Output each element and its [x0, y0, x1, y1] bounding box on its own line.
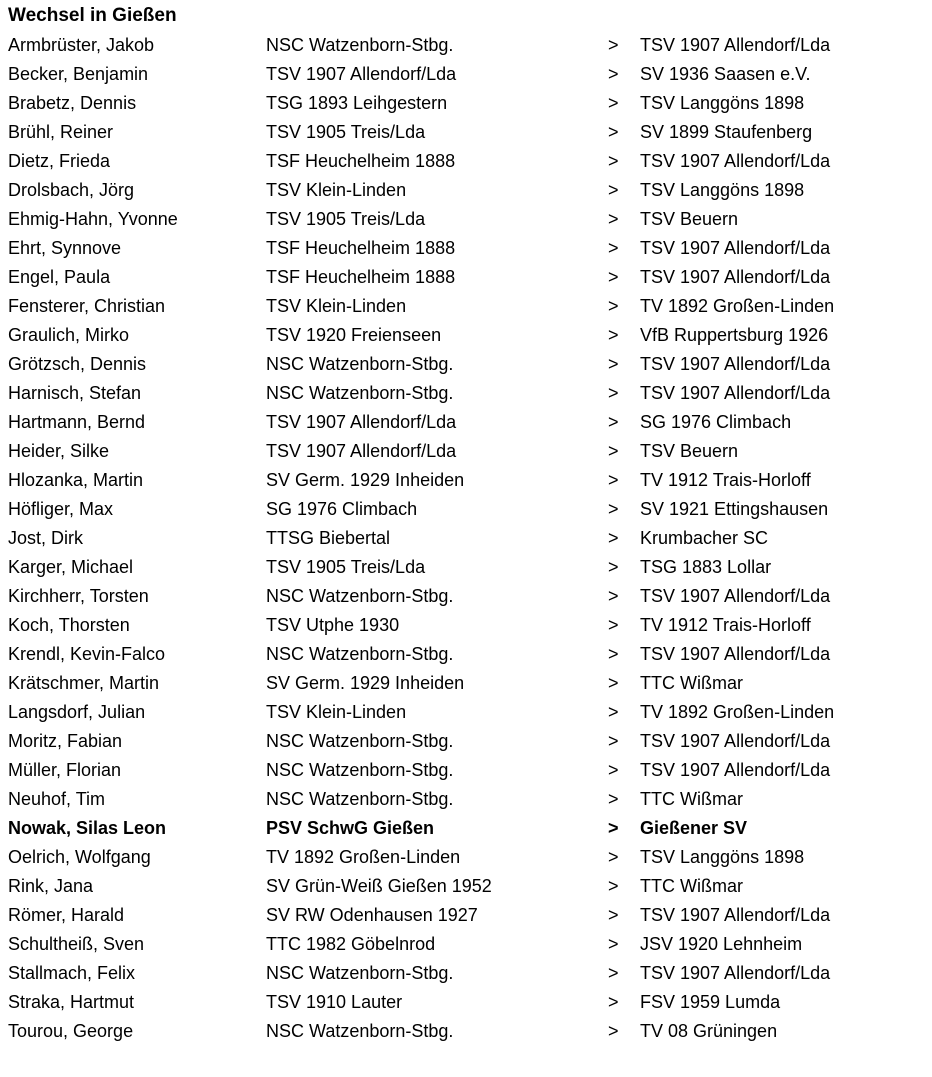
from-club: TSV 1907 Allendorf/Lda [266, 441, 457, 461]
player-name: Drolsbach, Jörg [8, 180, 135, 200]
player-name: Schultheiß, Sven [8, 934, 145, 954]
transfer-arrow: > [608, 325, 619, 345]
transfer-arrow: > [608, 934, 619, 954]
transfer-arrow: > [608, 992, 619, 1012]
page-title: Wechsel in Gießen [8, 5, 177, 26]
table-row [0, 553, 932, 582]
to-club: FSV 1959 Lumda [640, 992, 781, 1012]
from-club: TSV Klein-Linden [266, 702, 407, 722]
from-club: SV Germ. 1929 Inheiden [266, 673, 465, 693]
player-name: Fensterer, Christian [8, 296, 166, 316]
from-club: TSV 1905 Treis/Lda [266, 122, 426, 142]
from-club: TSF Heuchelheim 1888 [266, 151, 456, 171]
from-club: TSV 1905 Treis/Lda [266, 557, 426, 577]
table-row [0, 872, 932, 901]
table-row [0, 988, 932, 1017]
player-name: Ehrt, Synnove [8, 238, 122, 258]
table-row [0, 727, 932, 756]
transfer-arrow: > [608, 673, 619, 693]
player-name: Jost, Dirk [8, 528, 84, 548]
table-row [0, 901, 932, 930]
player-name: Karger, Michael [8, 557, 134, 577]
table-row [0, 669, 932, 698]
to-club: TV 1892 Großen-Linden [640, 702, 835, 722]
player-name: Armbrüster, Jakob [8, 35, 155, 55]
to-club: TV 1912 Trais-Horloff [640, 470, 811, 490]
to-club: JSV 1920 Lehnheim [640, 934, 803, 954]
to-club: TV 1892 Großen-Linden [640, 296, 835, 316]
table-row [0, 930, 932, 959]
from-club: TSV 1910 Lauter [266, 992, 403, 1012]
table-row [0, 118, 932, 147]
to-club: TTC Wißmar [640, 876, 743, 896]
from-club: TSV 1905 Treis/Lda [266, 209, 426, 229]
from-club: TSV 1920 Freienseen [266, 325, 442, 345]
transfer-arrow: > [608, 876, 619, 896]
transfer-arrow: > [608, 818, 619, 838]
to-club: TSV 1907 Allendorf/Lda [640, 731, 831, 751]
table-row [0, 843, 932, 872]
player-name: Rink, Jana [8, 876, 94, 896]
transfer-arrow: > [608, 499, 619, 519]
table-row [0, 234, 932, 263]
to-club: TTC Wißmar [640, 673, 743, 693]
player-name: Nowak, Silas Leon [8, 818, 167, 838]
table-row [0, 408, 932, 437]
from-club: TSV Utphe 1930 [266, 615, 400, 635]
table-row [0, 205, 932, 234]
from-club: SG 1976 Climbach [266, 499, 418, 519]
transfer-arrow: > [608, 64, 619, 84]
player-name: Stallmach, Felix [8, 963, 136, 983]
transfer-arrow: > [608, 615, 619, 635]
from-club: NSC Watzenborn-Stbg. [266, 1021, 454, 1041]
from-club: PSV SchwG Gießen [266, 818, 435, 838]
from-club: NSC Watzenborn-Stbg. [266, 354, 454, 374]
player-name: Hlozanka, Martin [8, 470, 144, 490]
table-row [0, 437, 932, 466]
to-club: Gießener SV [640, 818, 748, 838]
to-club: VfB Ruppertsburg 1926 [640, 325, 829, 345]
table-row [0, 321, 932, 350]
player-name: Römer, Harald [8, 905, 125, 925]
table-row [0, 1017, 932, 1046]
transfer-arrow: > [608, 383, 619, 403]
transfer-arrow: > [608, 180, 619, 200]
player-name: Heider, Silke [8, 441, 110, 461]
to-club: TSV Beuern [640, 209, 739, 229]
table-row [0, 495, 932, 524]
to-club: TSV Langgöns 1898 [640, 180, 805, 200]
transfer-arrow: > [608, 122, 619, 142]
transfer-arrow: > [608, 296, 619, 316]
to-club: SG 1976 Climbach [640, 412, 792, 432]
to-club: TSV Beuern [640, 441, 739, 461]
transfer-arrow: > [608, 789, 619, 809]
table-row [0, 31, 932, 60]
from-club: NSC Watzenborn-Stbg. [266, 586, 454, 606]
table-row [0, 89, 932, 118]
player-name: Straka, Hartmut [8, 992, 135, 1012]
from-club: TTSG Biebertal [266, 528, 391, 548]
transfer-rows [0, 31, 932, 1046]
player-name: Neuhof, Tim [8, 789, 106, 809]
to-club: SV 1936 Saasen e.V. [640, 64, 811, 84]
to-club: TSV 1907 Allendorf/Lda [640, 586, 831, 606]
transfer-arrow: > [608, 354, 619, 374]
from-club: NSC Watzenborn-Stbg. [266, 760, 454, 780]
player-name: Brühl, Reiner [8, 122, 114, 142]
transfer-arrow: > [608, 470, 619, 490]
to-club: TSV Langgöns 1898 [640, 847, 805, 867]
table-row [0, 60, 932, 89]
player-name: Grötzsch, Dennis [8, 354, 147, 374]
player-name: Moritz, Fabian [8, 731, 123, 751]
from-club: TSV Klein-Linden [266, 296, 407, 316]
transfer-arrow: > [608, 35, 619, 55]
player-name: Ehmig-Hahn, Yvonne [8, 209, 178, 229]
to-club: TSV Langgöns 1898 [640, 93, 805, 113]
transfer-arrow: > [608, 238, 619, 258]
player-name: Krätschmer, Martin [8, 673, 160, 693]
table-row [0, 698, 932, 727]
to-club: TSV 1907 Allendorf/Lda [640, 35, 831, 55]
transfer-arrow: > [608, 412, 619, 432]
table-row [0, 756, 932, 785]
from-club: TSV 1907 Allendorf/Lda [266, 412, 457, 432]
transfer-arrow: > [608, 847, 619, 867]
player-name: Langsdorf, Julian [8, 702, 146, 722]
to-club: TV 08 Grüningen [640, 1021, 778, 1041]
player-name: Becker, Benjamin [8, 64, 149, 84]
table-row [0, 524, 932, 553]
from-club: TSG 1893 Leihgestern [266, 93, 448, 113]
transfer-arrow: > [608, 905, 619, 925]
from-club: SV Germ. 1929 Inheiden [266, 470, 465, 490]
transfer-arrow: > [608, 586, 619, 606]
player-name: Müller, Florian [8, 760, 122, 780]
transfer-arrow: > [608, 557, 619, 577]
to-club: TSV 1907 Allendorf/Lda [640, 238, 831, 258]
to-club: TSG 1883 Lollar [640, 557, 772, 577]
player-name: Brabetz, Dennis [8, 93, 137, 113]
transfer-arrow: > [608, 760, 619, 780]
table-row [0, 379, 932, 408]
transfer-arrow: > [608, 731, 619, 751]
to-club: TSV 1907 Allendorf/Lda [640, 383, 831, 403]
transfer-arrow: > [608, 441, 619, 461]
player-name: Höfliger, Max [8, 499, 114, 519]
transfer-arrow: > [608, 93, 619, 113]
table-row [0, 959, 932, 988]
from-club: NSC Watzenborn-Stbg. [266, 963, 454, 983]
from-club: TV 1892 Großen-Linden [266, 847, 461, 867]
table-row [0, 466, 932, 495]
to-club: TSV 1907 Allendorf/Lda [640, 267, 831, 287]
from-club: TSV 1907 Allendorf/Lda [266, 64, 457, 84]
transfer-arrow: > [608, 644, 619, 664]
to-club: TSV 1907 Allendorf/Lda [640, 760, 831, 780]
from-club: SV Grün-Weiß Gießen 1952 [266, 876, 492, 896]
player-name: Graulich, Mirko [8, 325, 130, 345]
to-club: TSV 1907 Allendorf/Lda [640, 644, 831, 664]
player-name: Kirchherr, Torsten [8, 586, 149, 606]
transfer-arrow: > [608, 528, 619, 548]
table-row [0, 350, 932, 379]
table-row [0, 263, 932, 292]
from-club: TSF Heuchelheim 1888 [266, 238, 456, 258]
from-club: SV RW Odenhausen 1927 [266, 905, 478, 925]
to-club: SV 1921 Ettingshausen [640, 499, 829, 519]
from-club: NSC Watzenborn-Stbg. [266, 383, 454, 403]
table-row [0, 611, 932, 640]
transfer-arrow: > [608, 267, 619, 287]
player-name: Harnisch, Stefan [8, 383, 142, 403]
table-row [0, 582, 932, 611]
from-club: NSC Watzenborn-Stbg. [266, 789, 454, 809]
table-row [0, 814, 932, 843]
table-row [0, 640, 932, 669]
to-club: TSV 1907 Allendorf/Lda [640, 151, 831, 171]
transfer-arrow: > [608, 1021, 619, 1041]
from-club: TTC 1982 Göbelnrod [266, 934, 436, 954]
from-club: NSC Watzenborn-Stbg. [266, 644, 454, 664]
transfer-arrow: > [608, 209, 619, 229]
to-club: TSV 1907 Allendorf/Lda [640, 354, 831, 374]
player-name: Tourou, George [8, 1021, 134, 1041]
to-club: SV 1899 Staufenberg [640, 122, 813, 142]
to-club: TSV 1907 Allendorf/Lda [640, 963, 831, 983]
table-row [0, 176, 932, 205]
player-name: Engel, Paula [8, 267, 111, 287]
table-row [0, 292, 932, 321]
transfer-arrow: > [608, 963, 619, 983]
player-name: Oelrich, Wolfgang [8, 847, 151, 867]
table-row [0, 147, 932, 176]
from-club: TSF Heuchelheim 1888 [266, 267, 456, 287]
to-club: TSV 1907 Allendorf/Lda [640, 905, 831, 925]
to-club: Krumbacher SC [640, 528, 769, 548]
transfer-arrow: > [608, 702, 619, 722]
to-club: TTC Wißmar [640, 789, 743, 809]
player-name: Krendl, Kevin-Falco [8, 644, 166, 664]
from-club: NSC Watzenborn-Stbg. [266, 731, 454, 751]
player-name: Koch, Thorsten [8, 615, 130, 635]
player-name: Hartmann, Bernd [8, 412, 146, 432]
from-club: NSC Watzenborn-Stbg. [266, 35, 454, 55]
to-club: TV 1912 Trais-Horloff [640, 615, 811, 635]
table-row [0, 785, 932, 814]
from-club: TSV Klein-Linden [266, 180, 407, 200]
transfer-arrow: > [608, 151, 619, 171]
player-name: Dietz, Frieda [8, 151, 111, 171]
